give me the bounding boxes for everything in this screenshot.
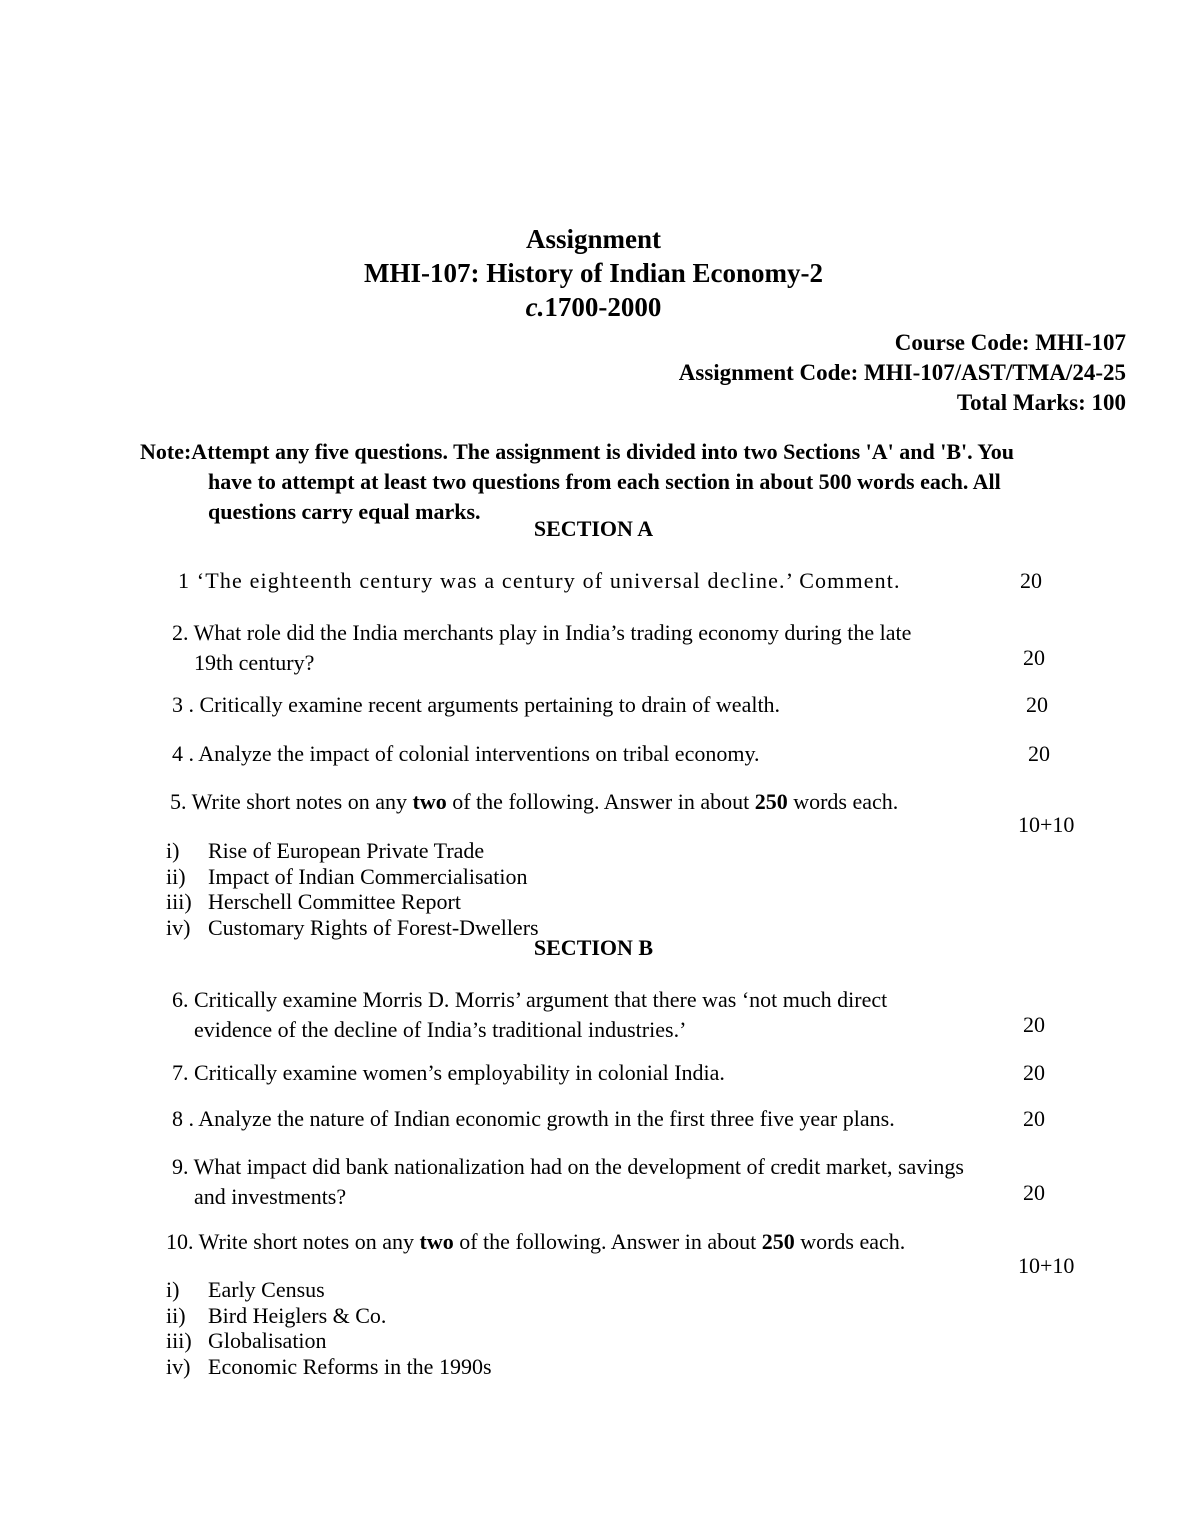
list-item — [166, 1354, 866, 1380]
question-1-text: 1 ‘The eighteenth century was a century of universal decline.’ Comment. — [178, 568, 901, 593]
question-4-text: 4 . Analyze the impact of colonial interventions on tribal economy. — [172, 741, 760, 766]
sub-item-numeral: i) — [166, 838, 180, 863]
question-6-line-2: evidence of the decline of India’s traditional industries.’ — [194, 1017, 687, 1042]
list-item — [166, 889, 866, 915]
question-2-line-1: 2. What role did the India merchants play in India’s trading economy during the late — [172, 620, 912, 645]
question-8-marks: 20 — [1023, 1106, 1045, 1131]
sub-item-label: Customary Rights of Forest-Dwellers — [208, 914, 539, 940]
question-6-line-1: 6. Critically examine Morris D. Morris’ argument that there was ‘not much direct — [172, 987, 888, 1012]
list-item — [166, 1277, 866, 1303]
period-prefix: c. — [525, 292, 545, 322]
question-5-text — [170, 787, 970, 817]
question-5-marks: 10+10 — [1018, 812, 1075, 837]
question-2-line-2: 19th century? — [194, 650, 315, 675]
list-item — [166, 838, 866, 864]
sub-item-numeral: iv) — [166, 1353, 191, 1379]
course-code: Course Code: MHI-107 — [894, 330, 1126, 355]
question-9-line-1: 9. What impact did bank nationalization had on the development of credit market, savings — [172, 1154, 964, 1179]
question-5-emphasis-words: 250 — [754, 789, 788, 814]
question-5-emphasis-two: two — [412, 789, 447, 814]
sub-item-numeral: iv) — [166, 914, 191, 940]
question-10-text — [166, 1227, 966, 1257]
section-a-heading: SECTION A — [533, 516, 654, 541]
question-5-prefix: 5. Write short notes on any — [170, 789, 413, 814]
sub-item-numeral: ii) — [166, 1302, 186, 1328]
question-5-middle: of the following. Answer in about — [446, 789, 755, 814]
question-10-marks: 10+10 — [1018, 1253, 1075, 1278]
question-1-marks: 20 — [1020, 568, 1042, 593]
list-item — [166, 1303, 866, 1329]
assignment-code: Assignment Code: MHI-107/AST/TMA/24-25 — [678, 360, 1126, 385]
question-9-marks: 20 — [1023, 1180, 1045, 1205]
sub-item-numeral: iii) — [166, 1328, 192, 1353]
question-2-marks: 20 — [1023, 645, 1045, 670]
question-3-marks: 20 — [1026, 692, 1048, 717]
question-7-text: 7. Critically examine women’s employability in colonial India. — [172, 1060, 725, 1085]
sub-item-label: Early Census — [208, 1277, 325, 1302]
sub-item-label: Globalisation — [208, 1328, 327, 1353]
sub-item-label: Bird Heiglers & Co. — [208, 1302, 387, 1328]
sub-item-numeral: ii) — [166, 863, 186, 889]
course-meta-block — [0, 328, 1126, 418]
note-line-3: questions carry equal marks. — [208, 499, 481, 524]
sub-item-label: Rise of European Private Trade — [208, 838, 485, 863]
sub-item-label: Herschell Committee Report — [208, 889, 461, 914]
question-5-suffix: words each. — [787, 789, 899, 814]
note-line-1: Note:Attempt any five questions. The assignment is divided into two Sections 'A' and 'B'. You — [140, 439, 1014, 464]
course-title: MHI-107: History of Indian Economy-2 — [364, 258, 823, 288]
question-6-marks: 20 — [1023, 1012, 1045, 1037]
course-period — [0, 290, 1187, 324]
question-3-text: 3 . Critically examine recent arguments pertaining to drain of wealth. — [172, 692, 781, 717]
document-title-block — [0, 222, 1187, 324]
section-a-sub-items — [166, 838, 866, 940]
page-title: Assignment — [525, 224, 661, 254]
instructions-note — [140, 437, 1130, 527]
sub-item-label: Economic Reforms in the 1990s — [208, 1353, 492, 1379]
section-b-heading: SECTION B — [533, 935, 654, 960]
question-10-emphasis-words: 250 — [761, 1229, 795, 1254]
question-7-marks: 20 — [1023, 1060, 1045, 1085]
list-item — [166, 864, 866, 890]
question-10-prefix: 10. Write short notes on any — [166, 1229, 420, 1254]
question-6-text — [172, 985, 972, 1045]
question-10-middle: of the following. Answer in about — [453, 1229, 762, 1254]
question-2-text — [172, 618, 972, 678]
section-b-sub-items — [166, 1277, 866, 1379]
question-9-text — [172, 1152, 972, 1212]
question-9-line-2: and investments? — [194, 1184, 347, 1209]
question-4-marks: 20 — [1028, 741, 1050, 766]
period-range: 1700-2000 — [544, 292, 662, 322]
total-marks: Total Marks: 100 — [956, 390, 1126, 415]
question-10-emphasis-two: two — [419, 1229, 454, 1254]
sub-item-numeral: iii) — [166, 889, 192, 914]
sub-item-label: Impact of Indian Commercialisation — [208, 863, 528, 889]
question-10-suffix: words each. — [794, 1229, 906, 1254]
list-item — [166, 1328, 866, 1354]
question-8-text: 8 . Analyze the nature of Indian economic growth in the first three five year plans. — [172, 1106, 895, 1131]
sub-item-numeral: i) — [166, 1277, 180, 1302]
note-line-2: have to attempt at least two questions from each section in about 500 words each. All — [208, 469, 1001, 494]
